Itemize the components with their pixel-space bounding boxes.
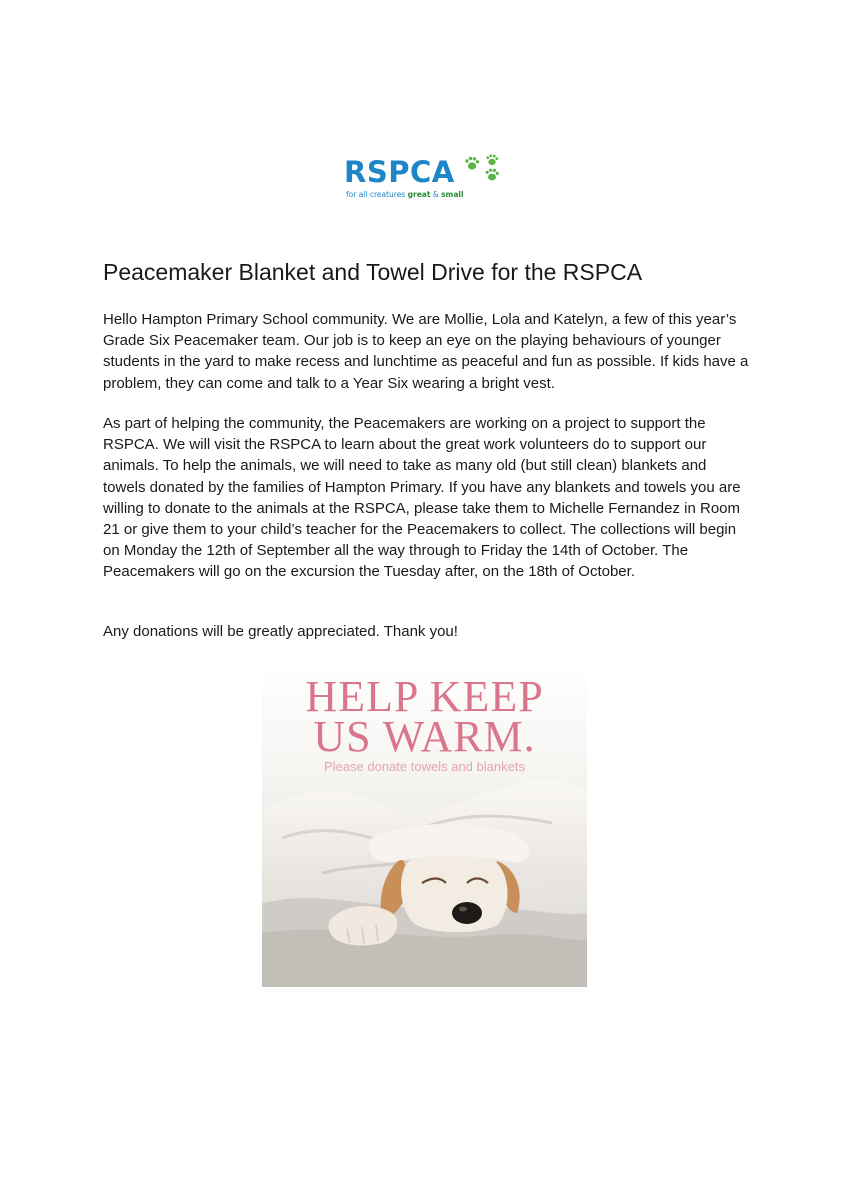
thanks-paragraph: Any donations will be greatly appreciated. Thank you! [103,623,458,640]
paw-prints-icon [462,154,506,184]
rspca-logo [344,154,509,202]
intro-paragraph: Hello Hampton Primary School community. We are Mollie, Lola and Katelyn, a few of this year’s Grade Six Peacemaker team. Our job is to keep an eye on the playing behaviours of younger students in the yard to make recess and lunchtime as peaceful and fun as possible. If kids have a problem, they can come and talk to a Year Six wearing a bright vest. [103,311,749,392]
donation-poster [262,663,587,987]
project-paragraph: As part of helping the community, the Peacemakers are working on a project to support the RSPCA. We will visit the RSPCA to learn about the great work volunteers do to support our animals. To help the animals, we will need to take as many old (but still clean) blankets and towels donated by the families of Hampton Primary. If you have any blankets and towels you are willing to donate to the animals at the RSPCA, please take them to Michelle Fernandez in Room 21 or give them to your child’s teacher for the Peacemakers to collect. The collections will begin on Monday the 12th of September all the way through to Friday the 14th of October. The Peacemakers will go on the excursion the Tuesday after, on the 18th of October. [103,415,741,581]
poster-headline-line2: US WARM. [313,712,536,761]
logo-wordmark: RSPCA [344,155,455,189]
logo-tagline: for all creatures great & small [346,190,464,199]
poster-subline: Please donate towels and blankets [324,759,525,774]
page-title: Peacemaker Blanket and Towel Drive for the RSPCA [103,259,643,285]
poster-headline-line1: HELP KEEP [305,672,544,721]
